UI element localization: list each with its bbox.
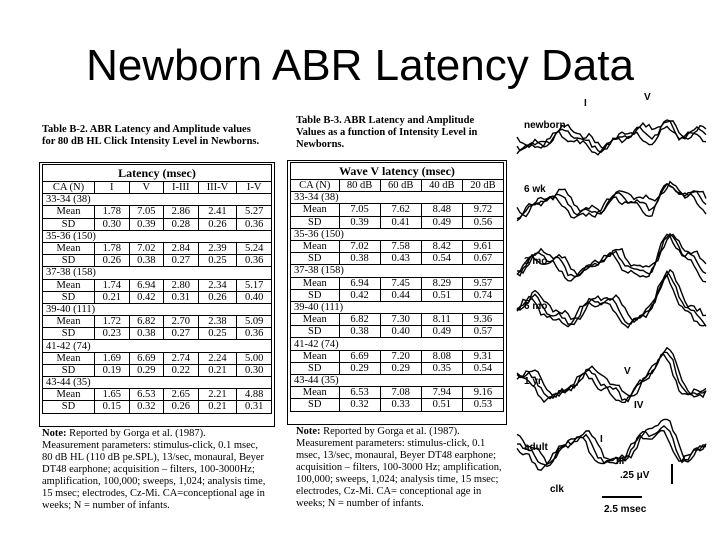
- table-cell: 5.17: [237, 279, 272, 291]
- table-row: [291, 350, 504, 362]
- table2-column-header: 20 dB: [462, 180, 503, 192]
- note-text: weeks; N = number of infants.: [42, 500, 170, 511]
- table1-column-header: I-V: [237, 182, 272, 194]
- table-cell: 0.30: [237, 364, 272, 376]
- table-cell: 0.57: [462, 326, 503, 338]
- table-group-row: [43, 267, 272, 279]
- sd-label: SD: [43, 291, 95, 303]
- table-cell: 0.31: [237, 401, 272, 413]
- table-row: [43, 291, 272, 303]
- table-row: [43, 328, 272, 340]
- sd-label: SD: [43, 218, 95, 230]
- table2-column-header: 80 dB: [339, 180, 380, 192]
- table-cell: 0.21: [198, 364, 237, 376]
- table-cell: 7.45: [380, 277, 421, 289]
- table-cell: 9.61: [462, 240, 503, 252]
- table1-caption: [42, 124, 282, 148]
- time-scale-label: 2.5 msec: [604, 504, 647, 515]
- mean-label: Mean: [43, 242, 95, 254]
- table-cell: 9.57: [462, 277, 503, 289]
- table-cell: 6.69: [339, 350, 380, 362]
- table-cell: 6.94: [129, 279, 164, 291]
- table-group-row: [43, 340, 272, 352]
- table-cell: 0.29: [129, 364, 164, 376]
- sd-label: SD: [43, 255, 95, 267]
- table-row: [291, 362, 504, 374]
- table-row: [43, 316, 272, 328]
- table-cell: 0.43: [380, 253, 421, 265]
- table-cell: 2.65: [164, 389, 199, 401]
- table-cell: 0.38: [129, 255, 164, 267]
- table-cell: 0.41: [380, 216, 421, 228]
- mean-label: Mean: [291, 277, 340, 289]
- table-cell: 0.27: [164, 328, 199, 340]
- peak-label: V: [624, 366, 631, 377]
- table-cell: 0.15: [95, 401, 130, 413]
- table-cell: 7.08: [380, 387, 421, 399]
- table-cell: 0.32: [339, 399, 380, 411]
- peak-label: IV: [634, 400, 644, 411]
- table-cell: 2.24: [198, 352, 237, 364]
- note-text: weeks; N = number of infants.: [296, 498, 424, 509]
- table-group-row: [291, 375, 504, 387]
- table-cell: 0.21: [198, 401, 237, 413]
- table2-column-header: 60 dB: [380, 180, 421, 192]
- waveform-trace: [517, 271, 706, 326]
- abr-waveform-figure: [512, 92, 712, 522]
- table-cell: 0.33: [380, 399, 421, 411]
- table-row: [43, 364, 272, 376]
- table-cell: 0.56: [462, 216, 503, 228]
- group-label: 43-44 (35): [43, 377, 272, 389]
- table-cell: 0.40: [380, 326, 421, 338]
- table2-column-header: CA (N): [291, 180, 340, 192]
- table-cell: 0.38: [339, 253, 380, 265]
- group-label: 41-42 (74): [291, 338, 504, 350]
- table1-column-header: I: [95, 182, 130, 194]
- table-cell: 0.51: [421, 289, 462, 301]
- table-row: [291, 240, 504, 252]
- table-group-row: [291, 338, 504, 350]
- table-cell: 7.05: [339, 204, 380, 216]
- mean-label: Mean: [291, 350, 340, 362]
- table-cell: 0.26: [95, 255, 130, 267]
- table-row: [43, 206, 272, 218]
- sd-label: SD: [291, 399, 340, 411]
- table-cell: 0.30: [95, 218, 130, 230]
- peak-label: I: [584, 98, 587, 109]
- table-cell: 2.86: [164, 206, 199, 218]
- table-cell: 2.74: [164, 352, 199, 364]
- sd-label: SD: [43, 401, 95, 413]
- table-cell: 1.65: [95, 389, 130, 401]
- table-cell: 8.11: [421, 314, 462, 326]
- table-cell: 0.25: [198, 328, 237, 340]
- table2-caption-line2: Values as a function of Intensity Level in: [296, 127, 478, 138]
- note-text: Measurement parameters: stimulus-click, 0.1 msec,: [42, 440, 259, 451]
- mean-label: Mean: [43, 279, 95, 291]
- table-cell: 2.84: [164, 242, 199, 254]
- table-row: [43, 242, 272, 254]
- table-cell: 1.74: [95, 279, 130, 291]
- mean-label: Mean: [291, 204, 340, 216]
- group-label: 39-40 (111): [291, 301, 504, 313]
- table1-column-header: III-V: [198, 182, 237, 194]
- table-cell: 0.29: [380, 362, 421, 374]
- table-cell: 0.40: [237, 291, 272, 303]
- table-cell: 0.74: [462, 289, 503, 301]
- mean-label: Mean: [43, 316, 95, 328]
- table-cell: 0.39: [129, 218, 164, 230]
- note-text: DT48 earphone; acquisition – filters, 100-3000Hz;: [42, 464, 255, 475]
- group-label: 35-36 (150): [291, 228, 504, 240]
- table2-note: [296, 426, 511, 510]
- group-label: 39-40 (111): [43, 303, 272, 315]
- table-cell: 0.38: [339, 326, 380, 338]
- table-cell: 0.31: [164, 291, 199, 303]
- sd-label: SD: [291, 253, 340, 265]
- group-label: 37-38 (158): [43, 267, 272, 279]
- table-cell: 6.69: [129, 352, 164, 364]
- note-text: Reported by Gorga et al. (1987).: [320, 426, 460, 437]
- table-cell: 0.39: [339, 216, 380, 228]
- note-text: Measurement parameters: stimulus-click, 0.1: [296, 438, 486, 449]
- waveform-trace: [517, 234, 706, 274]
- table2: [290, 162, 504, 412]
- table-cell: 5.27: [237, 206, 272, 218]
- age-label: 1 yr: [524, 376, 542, 387]
- table2-caption: [296, 115, 506, 151]
- table-row: [291, 216, 504, 228]
- note-text: 80 dB HL (110 dB pe.SPL), 13/sec, monaural, Beyer: [42, 452, 265, 463]
- table1-caption-line2: for 80 dB HL Click Intensity Level in Newborns.: [42, 136, 260, 147]
- table-cell: 0.36: [237, 218, 272, 230]
- table-cell: 2.70: [164, 316, 199, 328]
- group-label: 33-34 (38): [291, 192, 504, 204]
- age-label: 6 mo: [524, 301, 548, 312]
- peak-label: V: [644, 92, 651, 103]
- table-row: [43, 279, 272, 291]
- table-group-row: [291, 265, 504, 277]
- table-row: [43, 401, 272, 413]
- table-group-row: [43, 377, 272, 389]
- table-cell: 6.53: [339, 387, 380, 399]
- table-cell: 1.78: [95, 206, 130, 218]
- table1: [42, 164, 272, 414]
- note-text: Reported by Gorga et al. (1987).: [66, 428, 206, 439]
- note-text: amplification, 100,000; sweeps, 1,024; analysis time,: [42, 476, 266, 487]
- table-cell: 9.31: [462, 350, 503, 362]
- table1-column-header: I-III: [164, 182, 199, 194]
- waveform-trace: [517, 348, 706, 397]
- table2-super-header: Wave V latency (msec): [291, 163, 504, 180]
- table-cell: 8.29: [421, 277, 462, 289]
- peak-label: I: [600, 434, 603, 445]
- table-cell: 0.19: [95, 364, 130, 376]
- mean-label: Mean: [291, 387, 340, 399]
- table-group-row: [43, 194, 272, 206]
- table-cell: 1.69: [95, 352, 130, 364]
- note-label: Note:: [42, 428, 67, 439]
- table-cell: 7.30: [380, 314, 421, 326]
- table-cell: 8.08: [421, 350, 462, 362]
- sd-label: SD: [291, 326, 340, 338]
- table-cell: 0.32: [129, 401, 164, 413]
- table-cell: 2.34: [198, 279, 237, 291]
- table-row: [291, 387, 504, 399]
- waveform-trace: [517, 352, 706, 401]
- table-cell: 0.22: [164, 364, 199, 376]
- mean-label: Mean: [43, 389, 95, 401]
- table-row: [43, 255, 272, 267]
- table-cell: 6.94: [339, 277, 380, 289]
- table2-column-header: 40 dB: [421, 180, 462, 192]
- table1-note: [42, 428, 292, 512]
- table-cell: 0.27: [164, 255, 199, 267]
- table-cell: 7.02: [129, 242, 164, 254]
- table-row: [43, 218, 272, 230]
- table-cell: 2.41: [198, 206, 237, 218]
- table-group-row: [291, 301, 504, 313]
- group-label: 43-44 (35): [291, 375, 504, 387]
- sd-label: SD: [291, 362, 340, 374]
- table-cell: 2.38: [198, 316, 237, 328]
- table-cell: 7.94: [421, 387, 462, 399]
- table2-caption-line1: Table B-3. ABR Latency and Amplitude: [296, 115, 475, 126]
- table-cell: 0.26: [198, 291, 237, 303]
- table-cell: 0.29: [339, 362, 380, 374]
- note-text: 15 msec; electrodes, Cz-Mi. CA=conceptional age in: [42, 488, 265, 499]
- table-cell: 0.42: [129, 291, 164, 303]
- mean-label: Mean: [291, 240, 340, 252]
- table-row: [291, 204, 504, 216]
- table-row: [43, 352, 272, 364]
- table-cell: 0.23: [95, 328, 130, 340]
- table-cell: 0.54: [462, 362, 503, 374]
- table-cell: 7.58: [380, 240, 421, 252]
- table-cell: 5.09: [237, 316, 272, 328]
- table-cell: 0.36: [237, 328, 272, 340]
- table-cell: 5.00: [237, 352, 272, 364]
- table-row: [291, 326, 504, 338]
- table-cell: 0.42: [339, 289, 380, 301]
- table-row: [291, 253, 504, 265]
- sd-label: SD: [43, 328, 95, 340]
- table-group-row: [291, 192, 504, 204]
- table-cell: 0.38: [129, 328, 164, 340]
- table-cell: 0.36: [237, 255, 272, 267]
- table-cell: 6.82: [339, 314, 380, 326]
- note-text: 100,000; sweeps, 1,024; analysis time, 15 msec;: [296, 474, 499, 485]
- table-cell: 7.05: [129, 206, 164, 218]
- age-label: adult: [524, 442, 548, 453]
- table1-caption-line1: Table B-2. ABR Latency and Amplitude values: [42, 124, 251, 135]
- table1-super-header: Latency (msec): [43, 165, 272, 182]
- note-text: electrodes, Cz-Mi. CA= conceptional age in: [296, 486, 482, 497]
- table1-column-header: CA (N): [43, 182, 95, 194]
- table-cell: 9.16: [462, 387, 503, 399]
- table-cell: 6.53: [129, 389, 164, 401]
- note-label: Note:: [296, 426, 321, 437]
- table-cell: 4.88: [237, 389, 272, 401]
- table2-caption-line3: Newborns.: [296, 139, 345, 150]
- table-cell: 1.72: [95, 316, 130, 328]
- table-cell: 9.36: [462, 314, 503, 326]
- table-cell: 0.49: [421, 216, 462, 228]
- table-row: [291, 399, 504, 411]
- peak-label: III: [616, 456, 625, 467]
- table-cell: 0.44: [380, 289, 421, 301]
- table-group-row: [43, 230, 272, 242]
- table-cell: 0.26: [198, 218, 237, 230]
- table-cell: 2.39: [198, 242, 237, 254]
- table-group-row: [291, 228, 504, 240]
- amplitude-scale-label: .25 μV: [620, 470, 650, 481]
- slide-title: Newborn ABR Latency Data: [86, 41, 634, 90]
- table-cell: 8.42: [421, 240, 462, 252]
- waveform-trace: [517, 270, 706, 322]
- table-row: [291, 289, 504, 301]
- table-cell: 2.21: [198, 389, 237, 401]
- table-cell: 0.51: [421, 399, 462, 411]
- mean-label: Mean: [43, 206, 95, 218]
- group-label: 37-38 (158): [291, 265, 504, 277]
- table-row: [291, 314, 504, 326]
- group-label: 41-42 (74): [43, 340, 272, 352]
- table-cell: 0.54: [421, 253, 462, 265]
- note-text: acquisition – filters, 100-3000 Hz; amplification,: [296, 462, 502, 473]
- table-cell: 7.02: [339, 240, 380, 252]
- table1-column-header: V: [129, 182, 164, 194]
- sd-label: SD: [291, 289, 340, 301]
- table-cell: 1.78: [95, 242, 130, 254]
- table-cell: 8.48: [421, 204, 462, 216]
- table-cell: 6.82: [129, 316, 164, 328]
- table-cell: 7.62: [380, 204, 421, 216]
- table-cell: 5.24: [237, 242, 272, 254]
- sd-label: SD: [291, 216, 340, 228]
- table-cell: 9.72: [462, 204, 503, 216]
- click-label: clk: [550, 484, 564, 495]
- table-cell: 7.20: [380, 350, 421, 362]
- sd-label: SD: [43, 364, 95, 376]
- table-cell: 0.26: [164, 401, 199, 413]
- table-row: [291, 277, 504, 289]
- table-row: [43, 389, 272, 401]
- table-cell: 0.25: [198, 255, 237, 267]
- mean-label: Mean: [43, 352, 95, 364]
- table-cell: 0.67: [462, 253, 503, 265]
- table-cell: 0.35: [421, 362, 462, 374]
- group-label: 35-36 (150): [43, 230, 272, 242]
- group-label: 33-34 (38): [43, 194, 272, 206]
- table-cell: 0.53: [462, 399, 503, 411]
- age-label: 6 wk: [524, 184, 546, 195]
- table-cell: 0.49: [421, 326, 462, 338]
- note-text: msec, 13/sec, monaural, Beyer DT48 earphone;: [296, 450, 497, 461]
- age-label: 3 mo: [524, 256, 548, 267]
- table-cell: 0.21: [95, 291, 130, 303]
- table-cell: 2.80: [164, 279, 199, 291]
- age-label: newborn: [524, 120, 566, 131]
- table-group-row: [43, 303, 272, 315]
- mean-label: Mean: [291, 314, 340, 326]
- table-cell: 0.28: [164, 218, 199, 230]
